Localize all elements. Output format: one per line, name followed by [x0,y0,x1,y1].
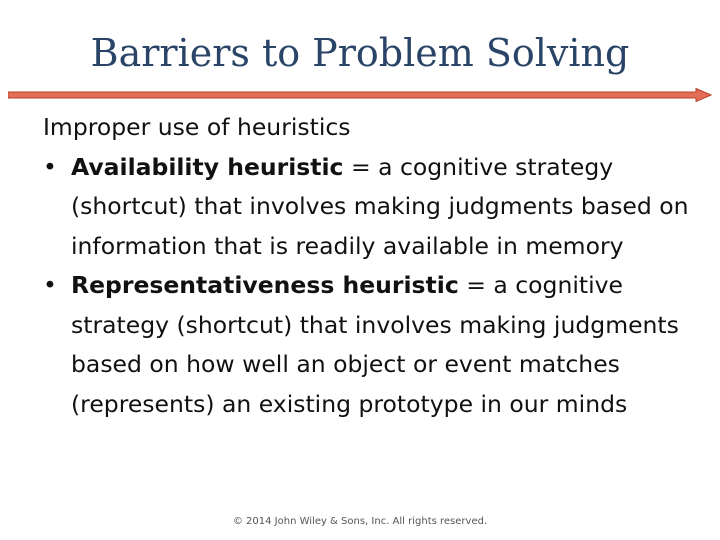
bullet-dot-icon: • [43,152,57,181]
term-availability: Availability heuristic [71,152,344,181]
copyright-footer: © 2014 John Wiley & Sons, Inc. All rights reserved. [232,516,488,527]
definition-availability: = a cognitive strategy (shortcut) that involves making judgments based on information that is readily available in memory [71,152,689,260]
title-underline-arrow [8,88,712,102]
definition-representativeness: = a cognitive strategy (shortcut) that involves making judgments based on how well an object or event matches (represents) an existing prototype in our minds [71,271,679,418]
bullet-list [43,148,703,425]
slide-body [43,108,703,424]
slide-title: Barriers to Problem Solving [90,31,630,75]
intro-line: Improper use of heuristics [43,113,351,141]
bullet-representativeness [43,266,703,424]
bullet-dot-icon: • [43,271,57,299]
bullet-availability [43,148,703,267]
arrow-shape [8,89,711,102]
term-representativeness: Representativeness heuristic [71,271,459,299]
